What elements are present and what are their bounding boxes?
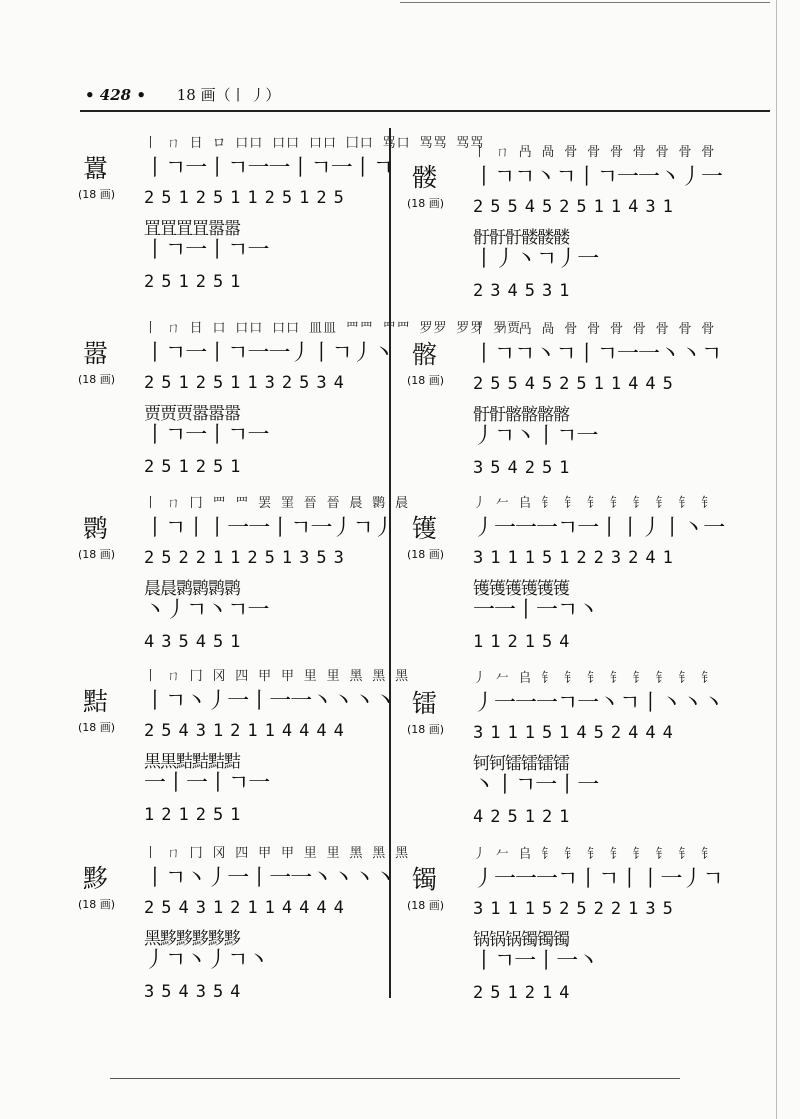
stroke-count-label: (18 画) [407,723,445,736]
stroke-shapes-1: 丿一一一ㄱ一丨丨丿丨丶一 [473,516,725,541]
entry-right-1 [407,318,732,488]
stroke-count-label: (18 画) [78,188,116,201]
entry-char: 镯 [412,865,438,894]
entry-char: 镭 [412,689,438,718]
stroke-shapes-2: 一一丨一ㄱ丶 [473,598,599,623]
stroke-progression-2: 镬镬镬镬镬镬 [473,579,569,599]
stroke-count-label: (18 画) [78,373,116,386]
stroke-progression-2: 晨晨鹮鹮鹮鹮 [144,579,240,599]
stroke-progression-2: 贾贾贾嚣嚣嚣 [144,404,240,424]
stroke-count-label: (18 画) [78,548,116,561]
stroke-progression-1: 丨 ㄇ 冎 咼 骨 骨 骨 骨 骨 骨 骨 [473,322,716,337]
section-title: 18 画（丨 丿） [176,86,281,104]
entry-char: 黠 [83,687,109,716]
stroke-numbers-1: 311151223241 [473,548,680,568]
stroke-numbers-2: 354354 [144,982,248,1002]
stroke-shapes-2: 丿ㄱ丶丿ㄱ丶 [144,948,269,973]
page-header [85,84,280,105]
stroke-numbers-2: 121251 [144,805,248,825]
stroke-numbers-2: 251251 [144,457,248,477]
page-number: • 428 • [85,86,146,104]
stroke-numbers-1: 311151452444 [473,723,680,743]
stroke-shapes-1: 丨ㄱ丶丿一丨一一丶丶丶丶 [144,689,396,714]
stroke-numbers-1: 252211251353 [144,548,351,568]
stroke-shapes-2: 丶丿ㄱ丶ㄱ一 [144,598,269,623]
stroke-numbers-2: 251214 [473,983,577,1003]
stroke-numbers-2: 425121 [473,807,577,827]
stroke-progression-2: 罝罝罝罝嚣嚣 [144,219,240,239]
stroke-numbers-2: 112154 [473,632,577,652]
top-rule [400,2,770,3]
entry-char: 鹮 [83,514,109,543]
stroke-numbers-2: 435451 [144,632,248,652]
stroke-progression-1: 丨 ㄇ 日 口 口口 口口 皿皿 罒罒 罒罒 罗罗 罗罗 罗贾 [144,321,522,336]
stroke-progression-1: 丨 ㄇ 冂 冈 四 甲 甲 里 里 黑 黑 黑 [144,669,410,684]
stroke-numbers-1: 251251132534 [144,373,351,393]
stroke-numbers-2: 251251 [144,272,248,292]
stroke-shapes-2: 丨ㄱ一丨ㄱ一 [144,423,269,448]
stroke-numbers-1: 254312114444 [144,721,351,741]
stroke-numbers-1: 251251125125 [144,188,351,208]
stroke-shapes-2: 丨ㄱ一丨一丶 [473,949,599,974]
entry-left-4 [78,842,410,1012]
entry-char: 髂 [412,340,438,369]
stroke-numbers-2: 234531 [473,281,577,301]
stroke-progression-1: 丨 ㄇ 日 ロ 口口 口口 口口 囗口 骂口 骂骂 骂骂 [144,136,485,151]
entry-char: 镬 [412,514,438,543]
bottom-rule [110,1078,680,1079]
stroke-shapes-1: 丨ㄱ丶丿一丨一一丶丶丶丶 [144,866,396,891]
stroke-numbers-1: 254312114444 [144,898,351,918]
stroke-progression-1: 丿 𠂉 𠂤 钅 钅 钅 钅 钅 钅 钅 钅 [473,671,716,686]
entry-left-0 [78,132,485,302]
stroke-numbers-1: 311152522135 [473,899,680,919]
stroke-progression-2: 钶钶镭镭镭镭 [473,754,569,774]
stroke-numbers-1: 255452511445 [473,374,680,394]
stroke-shapes-1: 丨ㄱ一丨ㄱ一一丿丨ㄱ丿丶 [144,341,394,366]
stroke-progression-1: 丨 ㄇ 冂 罒 罒 罢 罣 晉 晉 晨 鹮 晨 [144,496,410,511]
stroke-shapes-1: 丨ㄱ一丨ㄱ一一丨ㄱ一丨ㄱ [144,156,394,181]
stroke-progression-1: 丿 𠂉 𠂤 钅 钅 钅 钅 钅 钅 钅 钅 [473,847,716,862]
entry-left-2 [78,492,410,662]
entry-right-2 [407,492,732,662]
header-rule [80,110,770,112]
stroke-shapes-2: 丶丨ㄱ一丨一 [473,773,599,798]
entry-right-0 [407,141,732,311]
stroke-count-label: (18 画) [78,721,116,734]
entry-left-3 [78,665,410,835]
stroke-progression-2: 骬骬骬髅髅髅 [473,228,569,248]
stroke-progression-1: 丨 ㄇ 冂 冈 四 甲 甲 里 里 黑 黑 黑 [144,846,410,861]
stroke-progression-2: 骬骬髂髂髂髂 [473,405,569,425]
stroke-shapes-1: 丨ㄱㄱ丶ㄱ丨ㄱ一一丶丿一 [473,165,723,190]
stroke-progression-1: 丿 𠂉 𠂤 钅 钅 钅 钅 钅 钅 钅 钅 [473,496,716,511]
stroke-numbers-2: 354251 [473,458,577,478]
stroke-numbers-1: 255452511431 [473,197,680,217]
stroke-count-label: (18 画) [407,548,445,561]
stroke-count-label: (18 画) [407,197,445,210]
entry-char: 嚣 [83,339,109,368]
right-edge-rule [776,0,777,1119]
stroke-shapes-2: 丨ㄱ一丨ㄱ一 [144,238,269,263]
stroke-shapes-1: 丿一一一ㄱ一丶ㄱ丨丶丶丶 [473,691,724,716]
entry-char: 囂 [83,154,109,183]
stroke-progression-2: 锅锅锅镯镯镯 [473,930,569,950]
stroke-count-label: (18 画) [78,898,116,911]
entry-char: 髅 [412,163,438,192]
stroke-shapes-1: 丨ㄱ丨丨一一丨ㄱ一丿ㄱ丿 [144,516,394,541]
stroke-shapes-1: 丿一一一ㄱ丨ㄱ丨丨一丿ㄱ [473,867,723,892]
stroke-shapes-1: 丨ㄱㄱ丶ㄱ丨ㄱ一一丶丶ㄱ [473,342,722,367]
stroke-count-label: (18 画) [407,374,445,387]
stroke-progression-2: 黒黒黠黠黠黠 [144,752,240,772]
stroke-progression-1: 丨 ㄇ 冎 咼 骨 骨 骨 骨 骨 骨 骨 [473,145,716,160]
stroke-progression-2: 黑黟黟黟黟黟 [144,929,240,949]
stroke-shapes-2: 丿ㄱ丶丨ㄱ一 [473,424,598,449]
entry-char: 黟 [83,864,109,893]
stroke-shapes-2: 一丨一丨ㄱ一 [144,771,270,796]
stroke-count-label: (18 画) [407,899,445,912]
entry-right-4 [407,843,732,1013]
stroke-shapes-2: 丨丿丶ㄱ丿一 [473,247,599,272]
entry-right-3 [407,667,732,837]
